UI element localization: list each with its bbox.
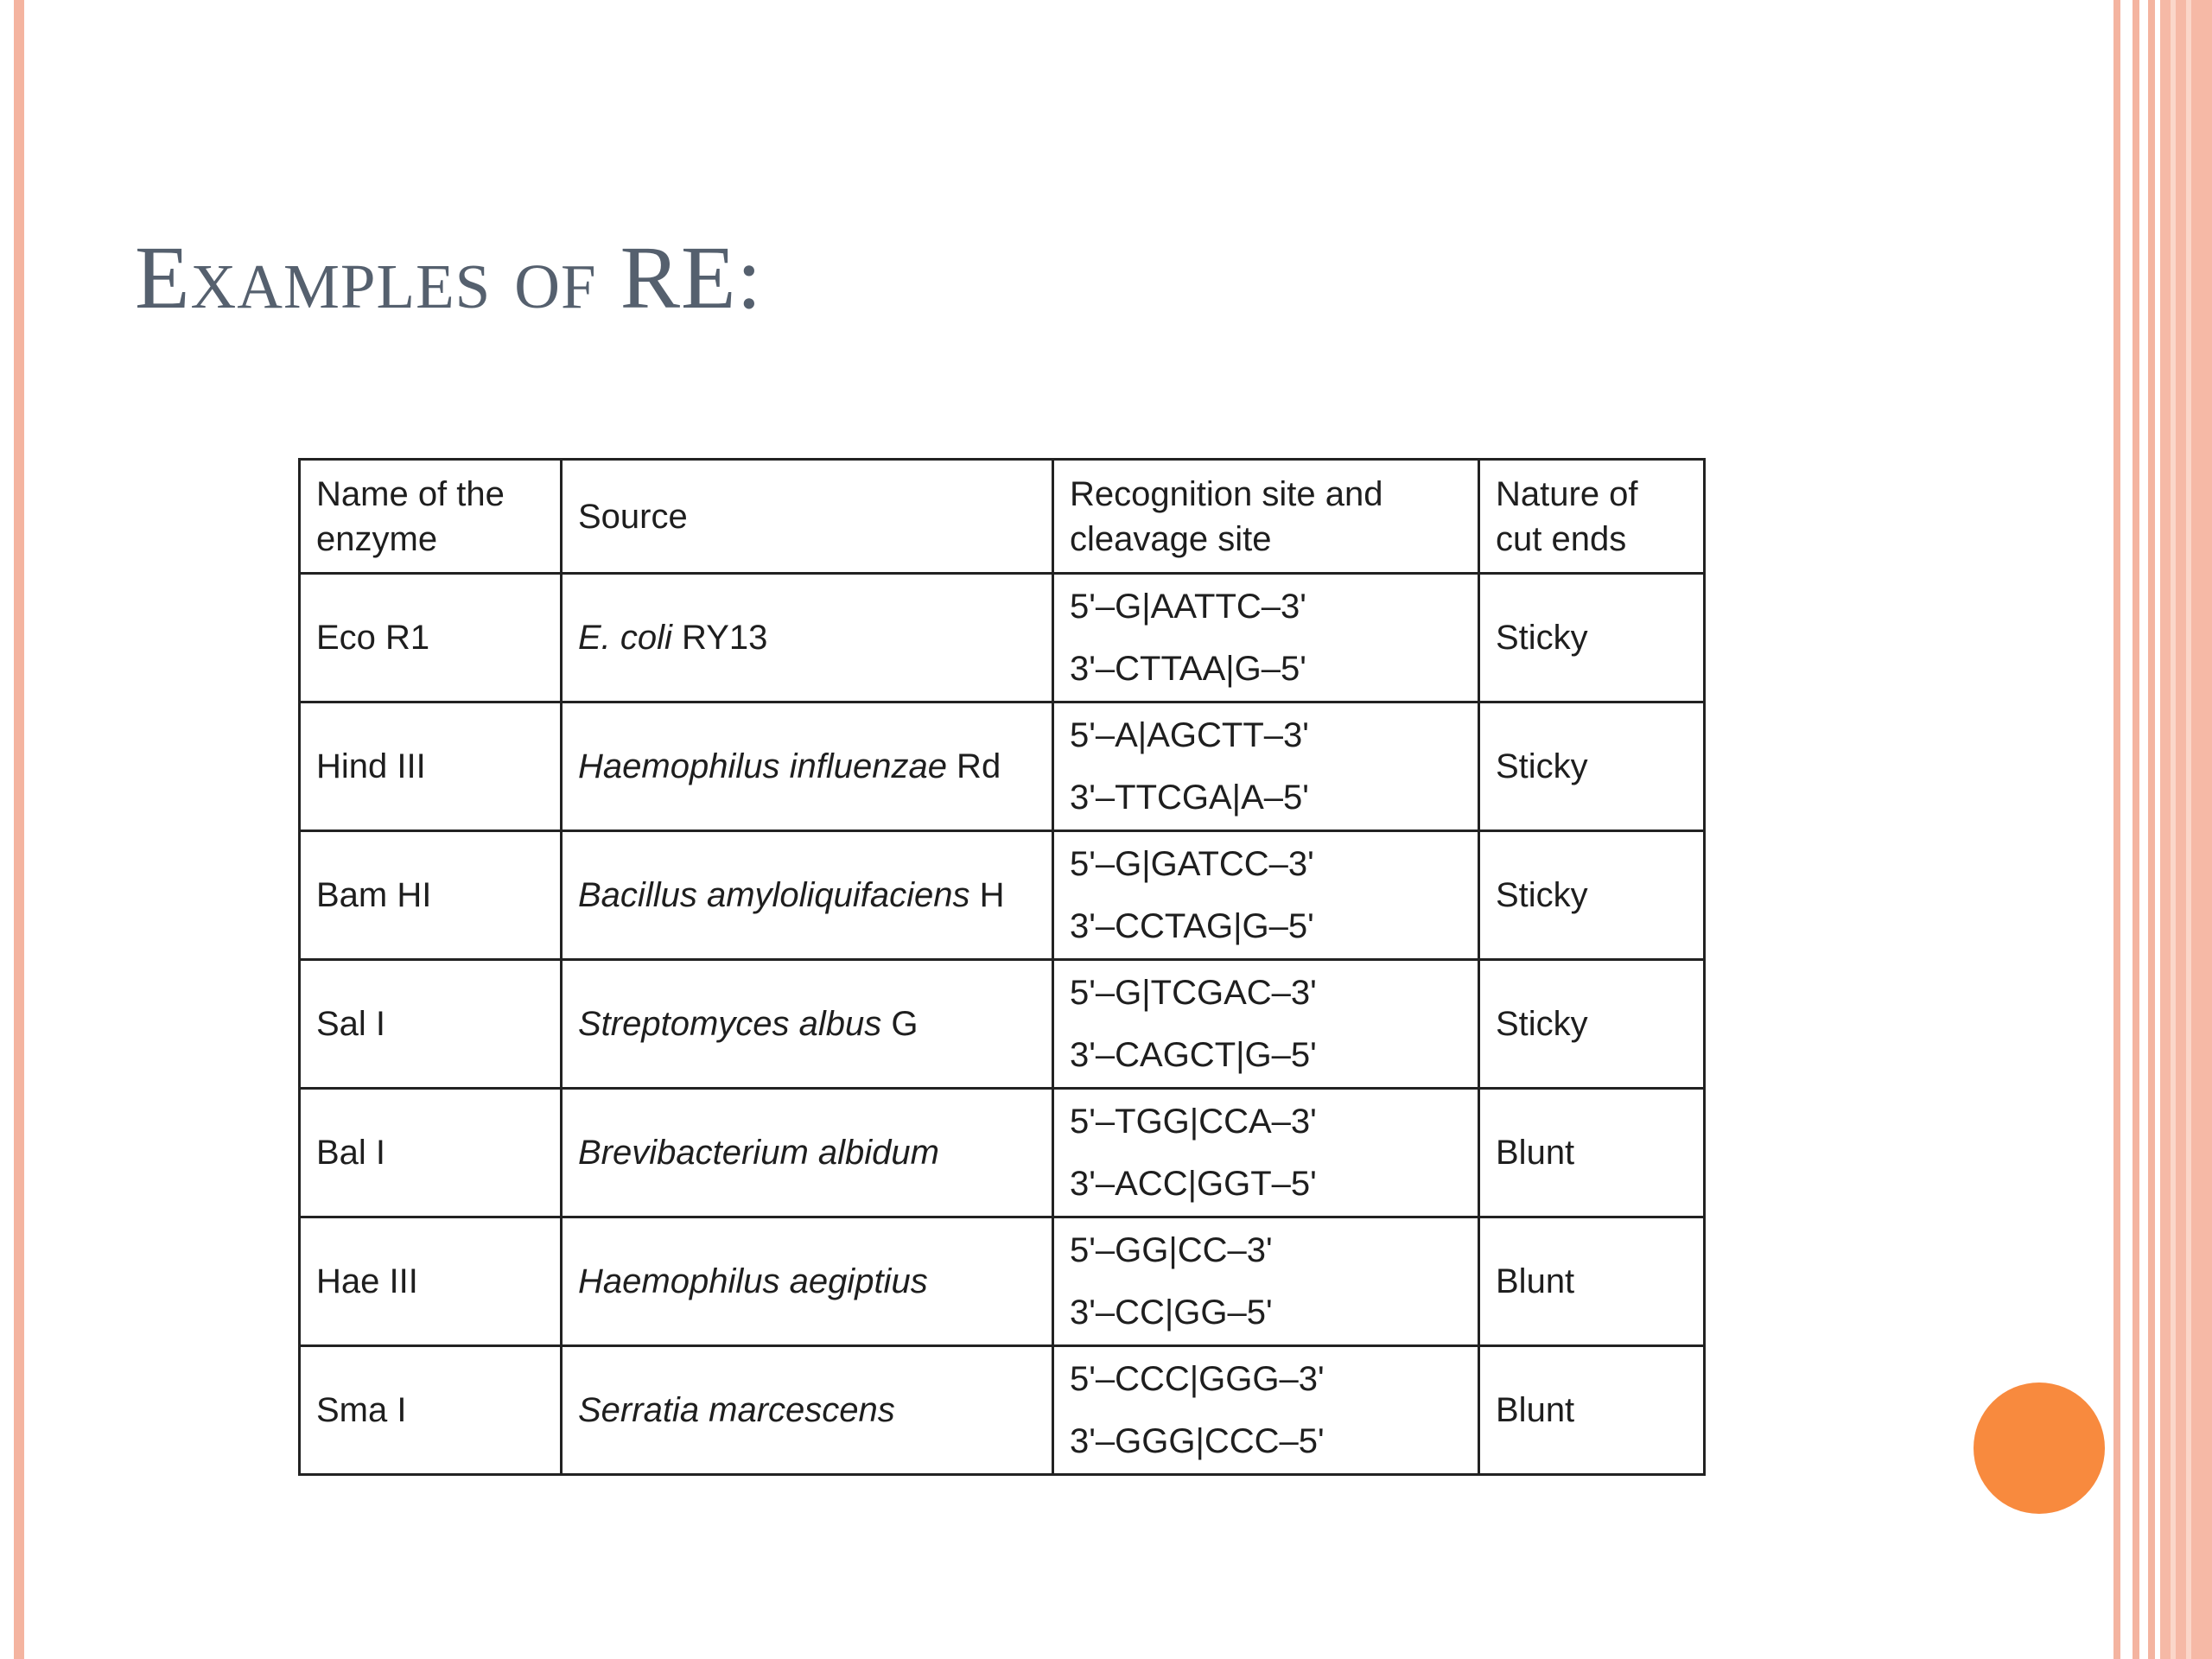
site-bottom-strand: 3'–CTTAA|G–5' <box>1070 650 1306 688</box>
source-organism: Streptomyces albus <box>578 1005 882 1043</box>
site-top-strand: 5'–G|AATTC–3' <box>1070 588 1306 626</box>
cut-ends-type: Sticky <box>1479 574 1705 702</box>
enzyme-source <box>562 1346 1053 1475</box>
recognition-site <box>1053 831 1479 960</box>
source-strain: H <box>969 876 1005 914</box>
enzyme-name: Hind III <box>300 702 562 831</box>
restriction-enzyme-table <box>298 458 1706 1476</box>
slide-left-border <box>14 0 24 1659</box>
cut-ends-type: Sticky <box>1479 702 1705 831</box>
site-top-strand: 5'–G|GATCC–3' <box>1070 845 1314 883</box>
site-top-strand: 5'–CCC|GGG–3' <box>1070 1360 1325 1398</box>
table-row <box>300 1346 1705 1475</box>
table-row <box>300 702 1705 831</box>
enzyme-source <box>562 1217 1053 1346</box>
enzyme-source <box>562 1089 1053 1217</box>
enzyme-source <box>562 574 1053 702</box>
enzyme-name: Sma I <box>300 1346 562 1475</box>
source-strain: RY13 <box>671 619 768 657</box>
orange-dot-decoration <box>1974 1382 2105 1514</box>
site-top-strand: 5'–TGG|CCA–3' <box>1070 1103 1317 1141</box>
source-organism: Haemophilus aegiptius <box>578 1262 928 1300</box>
recognition-site <box>1053 702 1479 831</box>
recognition-site <box>1053 1217 1479 1346</box>
site-bottom-strand: 3'–CC|GG–5' <box>1070 1294 1273 1332</box>
recognition-site <box>1053 960 1479 1089</box>
enzyme-source <box>562 702 1053 831</box>
table-row <box>300 1217 1705 1346</box>
enzyme-name: Hae III <box>300 1217 562 1346</box>
source-organism: Brevibacterium albidum <box>578 1134 939 1172</box>
source-organism: Haemophilus influenzae <box>578 747 947 785</box>
header-recognition-site: Recognition site and cleavage site <box>1053 460 1479 574</box>
site-bottom-strand: 3'–GGG|CCC–5' <box>1070 1422 1325 1460</box>
site-bottom-strand: 3'–ACC|GGT–5' <box>1070 1165 1317 1203</box>
site-bottom-strand: 3'–TTCGA|A–5' <box>1070 779 1309 817</box>
table-header-row <box>300 460 1705 574</box>
cut-ends-type: Sticky <box>1479 960 1705 1089</box>
header-cut-ends: Nature of cut ends <box>1479 460 1705 574</box>
enzyme-name: Bal I <box>300 1089 562 1217</box>
source-organism: Bacillus amyloliquifaciens <box>578 876 970 914</box>
cut-ends-type: Blunt <box>1479 1089 1705 1217</box>
header-enzyme-name: Name of the enzyme <box>300 460 562 574</box>
recognition-site <box>1053 1346 1479 1475</box>
enzyme-source <box>562 960 1053 1089</box>
site-top-strand: 5'–G|TCGAC–3' <box>1070 974 1317 1012</box>
slide-title: Examples of RE: <box>135 228 763 327</box>
table-row <box>300 831 1705 960</box>
site-bottom-strand: 3'–CAGCT|G–5' <box>1070 1036 1317 1074</box>
source-strain: G <box>881 1005 918 1043</box>
site-bottom-strand: 3'–CCTAG|G–5' <box>1070 907 1314 945</box>
site-top-strand: 5'–GG|CC–3' <box>1070 1231 1273 1269</box>
site-top-strand: 5'–A|AGCTT–3' <box>1070 716 1309 754</box>
enzyme-name: Eco R1 <box>300 574 562 702</box>
source-strain: Rd <box>946 747 1001 785</box>
cut-ends-type: Blunt <box>1479 1346 1705 1475</box>
enzyme-name: Sal I <box>300 960 562 1089</box>
table-row <box>300 574 1705 702</box>
table-row <box>300 960 1705 1089</box>
recognition-site <box>1053 574 1479 702</box>
table-row <box>300 1089 1705 1217</box>
header-source: Source <box>562 460 1053 574</box>
enzyme-source <box>562 831 1053 960</box>
enzyme-name: Bam HI <box>300 831 562 960</box>
source-organism: Serratia marcescens <box>578 1391 895 1429</box>
source-organism: E. coli <box>578 619 672 657</box>
cut-ends-type: Sticky <box>1479 831 1705 960</box>
cut-ends-type: Blunt <box>1479 1217 1705 1346</box>
recognition-site <box>1053 1089 1479 1217</box>
